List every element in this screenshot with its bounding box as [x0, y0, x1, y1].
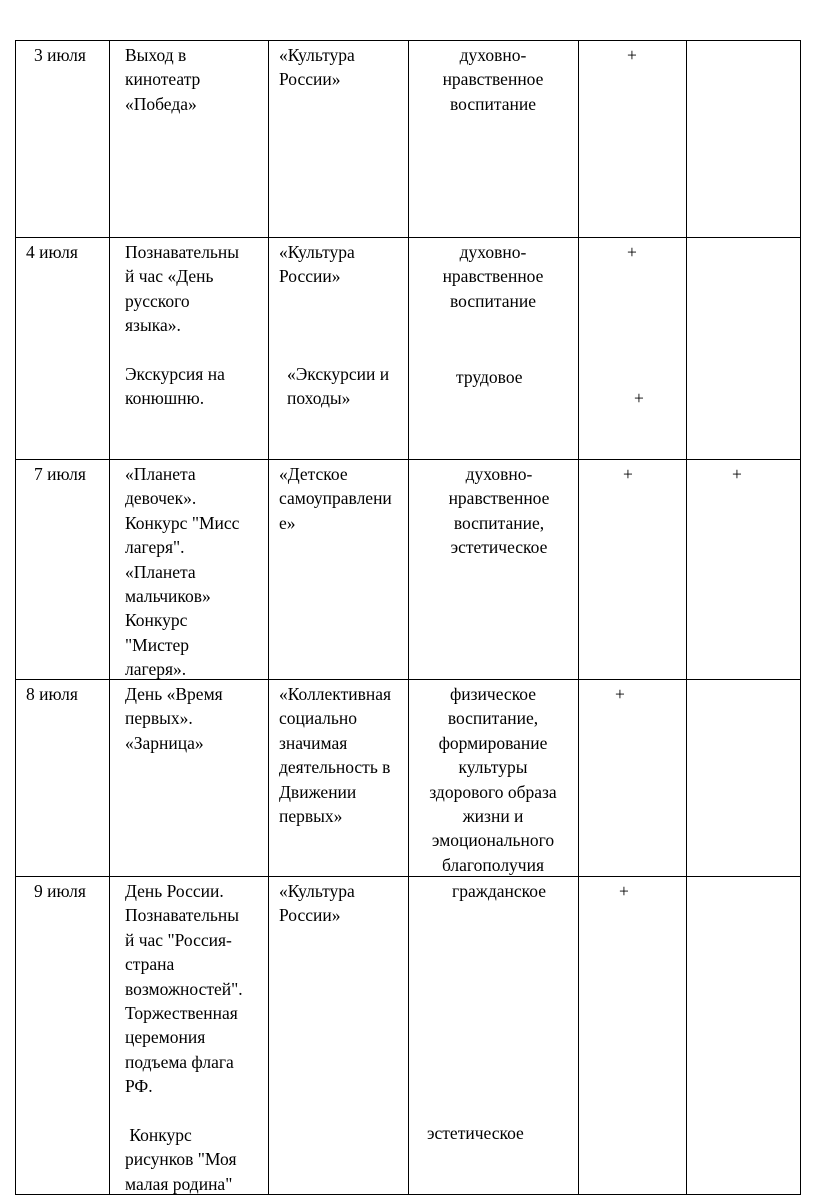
row-module: «Культура России» — [279, 242, 355, 287]
column-divider — [408, 40, 409, 1195]
row-date: 8 июля — [26, 684, 78, 704]
row-direction: духовно- нравственное воспитание — [442, 242, 544, 311]
row-date: 7 июля — [34, 464, 86, 484]
row-date: 9 июля — [34, 881, 86, 901]
row-mark: + — [732, 464, 742, 484]
row-event: День России. Познавательны й час "Россия- страна возможностей". Торжественная церемония подъема флага РФ. Конкурс рисунков "Моя малая родина" — [125, 881, 243, 1194]
row-direction-secondary: эстетическое — [427, 1123, 524, 1143]
row-module: «Детское самоуправлени е» — [279, 464, 392, 533]
row-module: «Культура России» — [279, 881, 355, 926]
row-module: «Культура России» — [279, 45, 355, 90]
row-module: «Коллективная социально значимая деятельность в Движении первых» — [279, 684, 392, 827]
row-mark: + — [627, 242, 637, 262]
row-event: День «Время первых». «Зарница» — [125, 684, 223, 753]
row-direction: духовно- нравственное воспитание, эстетическое — [448, 464, 550, 558]
row-mark: + — [615, 684, 625, 704]
table-border-right — [800, 40, 801, 1195]
row-direction: духовно- нравственное воспитание — [442, 45, 544, 114]
column-divider — [578, 40, 579, 1195]
row-mark: + — [623, 464, 633, 484]
row-event: Выход в кинотеатр «Победа» — [125, 45, 201, 114]
row-module-secondary: «Экскурсии и походы» — [287, 364, 390, 409]
row-date: 4 июля — [26, 242, 78, 262]
row-date: 3 июля — [34, 45, 86, 65]
row-direction: гражданское — [452, 881, 546, 901]
row-event: Познавательны й час «День русского языка». Экскурсия на конюшню. — [125, 242, 240, 409]
row-mark: + — [627, 45, 637, 65]
row-mark: + — [619, 881, 629, 901]
row-mark: + — [634, 388, 644, 408]
column-divider — [268, 40, 269, 1195]
row-event: «Планета девочек». Конкурс "Мисс лагеря". «Планета мальчиков» Конкурс "Мистер лагеря». — [125, 464, 240, 680]
row-direction-secondary: трудовое — [456, 367, 523, 387]
column-divider — [109, 40, 110, 1195]
column-divider — [686, 40, 687, 1195]
table-border-left — [15, 40, 16, 1195]
row-direction: физическое воспитание, формирование культуры здорового образа жизни и эмоционального благополучия — [429, 684, 557, 875]
schedule-table — [15, 40, 801, 1195]
